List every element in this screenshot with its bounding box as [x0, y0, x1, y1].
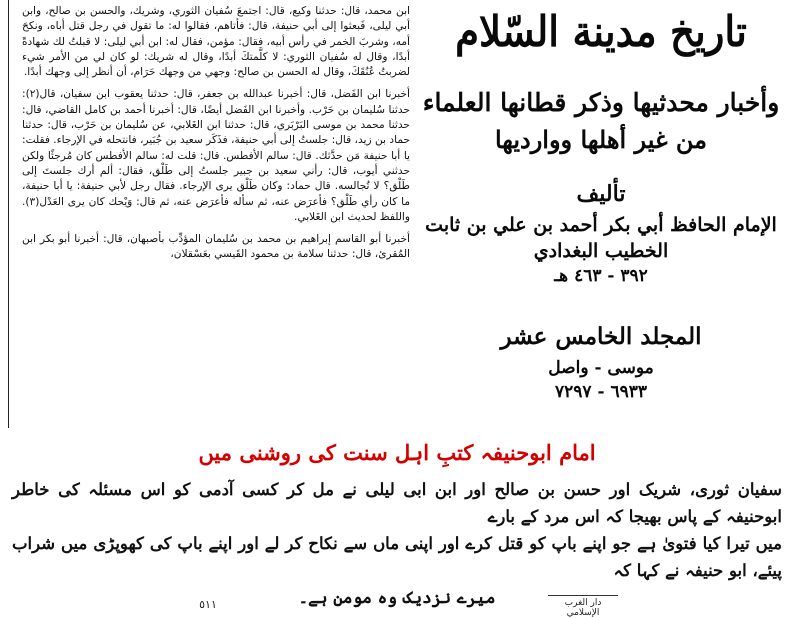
book-title: تاريخ مدينة السّلام	[455, 7, 747, 56]
urdu-caption-body	[12, 476, 782, 611]
volume-name-range: موسى - واصل	[548, 358, 654, 378]
volume-label: المجلد الخامس عشر	[500, 323, 702, 350]
page-number: ٥١١	[199, 598, 217, 611]
urdu-line-2: میں تیرا کیا فتویٰ ہے جو اپنے باپ کو قتل کرے اور اپنی ماں سے نکاح کر لے اور اپنے باپ کی کھوپڑی میں شراب پیئے، ابو حنیفہ نے کہا کہ	[12, 534, 782, 580]
arabic-paragraph-3: أخبرنا أبو القاسم إبراهيم بن محمد بن سُليمان المؤدِّب بأصبهان، قال: أخبرنا أبو بكر ابن المُقرئ، قال: حدثنا سلامة بن محمود القَيسي بعَسْقلان،	[22, 233, 410, 261]
urdu-heading: امام ابوحنیفہ کتبِ اہل سنت کی روشنی میں	[198, 440, 596, 465]
book-subtitle-line-2: من غير أهلها ووارديها	[494, 125, 708, 154]
authorship-label: تأليف	[576, 181, 626, 207]
author-years: ٣٩٢ - ٤٦٣ هـ	[554, 266, 648, 286]
title-page	[415, 0, 787, 430]
arabic-paragraph-2: أخبرنا ابن الفَضل، قال: أخبرنا عبدالله بن جعفر، قال: حدثنا يعقوب ابن سفيان، قال(٢): حدثنا سُليمان بن حَرْب. وأخبرنا ابن الفَضل أيضًا، قال: أخبرنا أحمد بن كامل القاضي، قال: حدثنا محمد بن موسى البَرْبَري، قال: حدثنا ابن الغَلابي، عن سُليمان بن حَرْب، قال: حدثنا حماد بن زيد، قال: جلستُ إلى أبي حنيفة، فذَكَر سعيد بن جُبَير، فانتحله في الإرجاء. فقلت: يا أبا حنيفة مَن حدَّثك. قال: سالم الأفطس. قال: قلت له: سالم الأفطس كان مُرجئًا ولكن حدثني أيوب، قال: رأني سعيد بن جبير جلستُ إلى طَلْق، فقال: ألم أرك جلستَ إلى طَلْق؟ لا تُجالسه. قال حماد: وكان طَلْق يرى الإرجاء. فقال رجل لأبي حنيفة: يا أبا حنيفة، ما كان رأي طَلْق؟ فأعرَض عنه، ثم سأله فأعرَض عنه، ثم قال: وَيْحك كان يرى العَدْل(٣). واللفظ لحديث ابن الغَلابي.	[22, 88, 410, 223]
author-nisba: الخطيب البغدادي	[533, 240, 669, 262]
arabic-text-column	[22, 4, 410, 424]
book-subtitle-line-1: وأخبار محدثيها وذكر قطانها العلماء	[422, 88, 780, 117]
volume-number-range: ٦٩٣٣ - ٧٢٩٧	[555, 382, 647, 402]
urdu-line-3: میرے نزدیک وہ مومن ہے۔	[298, 588, 496, 607]
urdu-line-1: سفیان ثوری، شریک اور حسن بن صالح اور ابن ابی لیلی نے مل کر کسی آدمی کو اس مسئلہ کی خاطر ابوحنیفہ کے پاس بھیجا کہ اس مرد کے بارے	[12, 480, 782, 526]
author-name: الإمام الحافظ أبي بكر أحمد بن علي بن ثابت	[425, 214, 777, 236]
publisher-name: دار الغرب الإسلامي	[548, 595, 618, 618]
arabic-paragraph-1: ابن محمد، قال: حدثنا وكيع، قال: اجتمعَ سُفيان الثوري، وشريك، والحسن بن صالح، وابن أبي ليلى، فَبعثوا إلى أبي حنيفة، قال: فأتاهم، فقالوا له: ما تقول في رجل قتل أباه، ونكحَ أمه، وشربَ الخمر في رأس أبيه، فقال: مؤمن، فقال له: ابن أبي ليلى: لا قبلتُ لك شهادةً أبدًا، وقال له سُفيان الثوري: لا كلَّمتكَ أبدًا، وقال له شريك: لو كان لي من الأمر شيء لضربتُ عُنُقَكَ، وقال له الحسن بن صالح: وجهي من وجهك حَرَام، أن أنظر إلى وجهك أبدًا.	[22, 5, 410, 79]
